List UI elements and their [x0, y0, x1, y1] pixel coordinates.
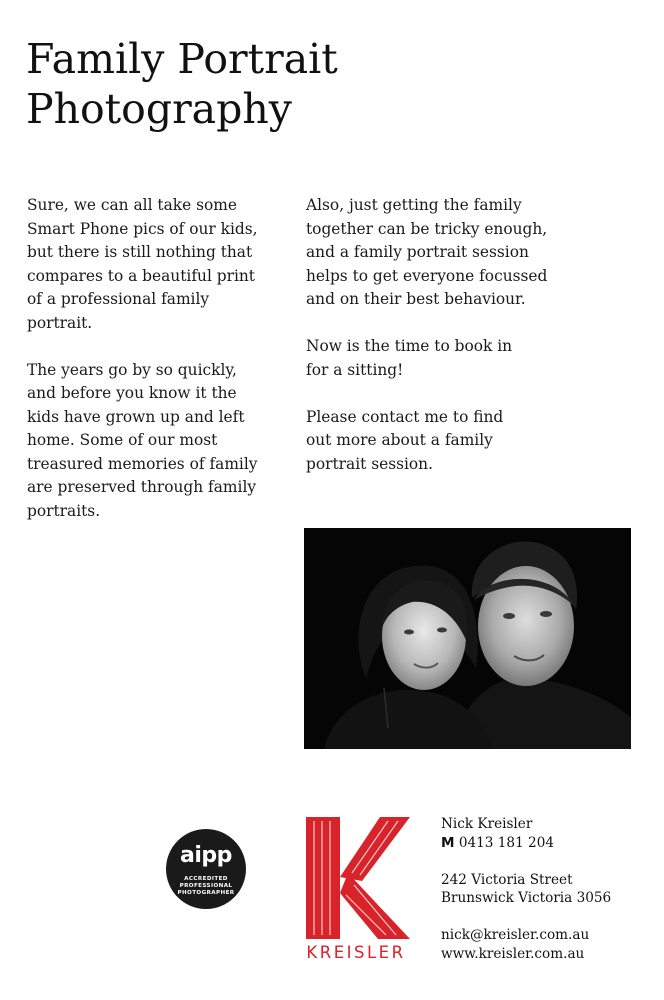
contact-block	[441, 815, 651, 963]
contact-website[interactable]: www.kreisler.com.au	[441, 945, 585, 962]
portrait-illustration	[304, 528, 631, 749]
right-paragraph-1: Also, just getting the family together can be tricky enough, and a family portrait session helps to get everyone focussed and on their best behaviour.	[306, 196, 548, 308]
right-paragraph-3: Please contact me to find out more about a family portrait session.	[306, 407, 504, 473]
page-title	[26, 34, 586, 134]
aipp-logo-word: aipp	[180, 843, 232, 868]
left-column	[27, 194, 297, 547]
contact-mobile: 0413 181 204	[458, 834, 554, 851]
badge-line-1: ACCREDITED	[184, 876, 228, 882]
contact-street: 242 Victoria Street	[441, 871, 573, 888]
right-column	[306, 194, 576, 500]
kreisler-k-logo	[300, 813, 412, 943]
title-line-2: Photography	[26, 85, 292, 133]
contact-mobile-line	[441, 834, 651, 853]
kreisler-wordmark: KREISLER	[306, 943, 406, 962]
aipp-accreditation-badge	[166, 829, 246, 909]
left-paragraph-2: The years go by so quickly, and before you know it the kids have grown up and left home. Some of our most treasured memories of family are preserved through family portraits.	[27, 360, 258, 520]
right-paragraph-2: Now is the time to book in for a sitting!	[306, 337, 513, 379]
family-portrait-photo	[304, 528, 631, 749]
contact-name: Nick Kreisler	[441, 816, 533, 832]
contact-suburb: Brunswick Victoria 3056	[441, 890, 612, 906]
badge-line-2: PROFESSIONAL	[179, 883, 233, 889]
contact-email[interactable]: nick@kreisler.com.au	[441, 927, 590, 943]
left-paragraph-1: Sure, we can all take some Smart Phone pics of our kids, but there is still nothing that compares to a beautiful print of a professional family portrait.	[27, 196, 258, 332]
title-line-1: Family Portrait	[26, 35, 338, 83]
mobile-prefix: M	[441, 834, 455, 851]
badge-line-3: PHOTOGRAPHER	[177, 890, 235, 896]
